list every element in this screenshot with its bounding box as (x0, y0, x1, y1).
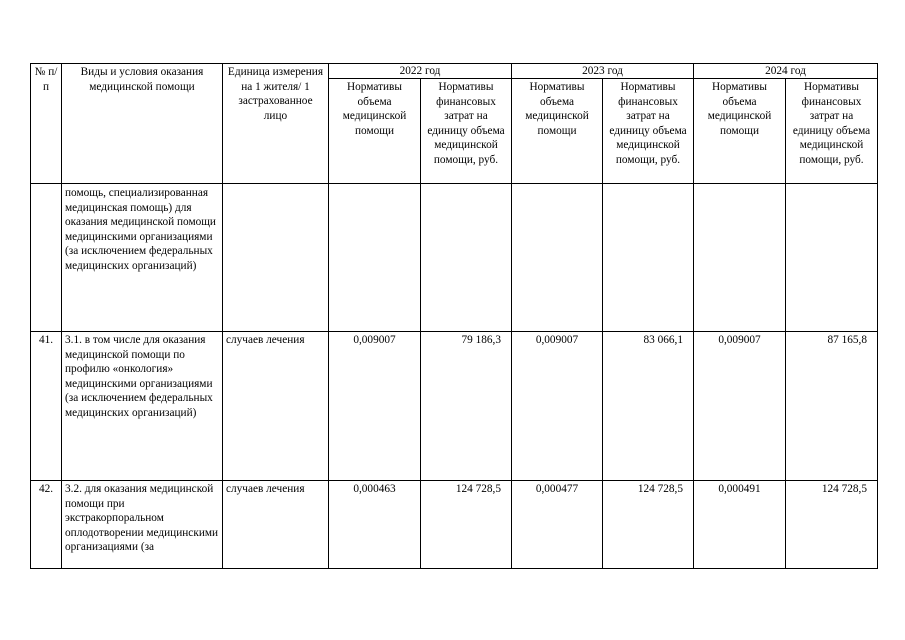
row-volume-2023: 0,009007 (512, 332, 603, 481)
normatives-table (30, 63, 878, 569)
row-volume-2023: 0,000477 (512, 481, 603, 569)
row-cost-2023: 124 728,5 (603, 481, 694, 569)
col-header-number: № п/п (31, 64, 62, 184)
row-unit: случаев лечения (223, 481, 329, 569)
row-cost-2022: 124 728,5 (421, 481, 512, 569)
year-header-2023: 2023 год (512, 64, 694, 79)
row-cost-2023 (603, 184, 694, 332)
row-cost-2022: 79 186,3 (421, 332, 512, 481)
col-header-cost-2023: Нормативы финансовых затрат на единицу объема медицинской помощи, руб. (603, 79, 694, 184)
row-volume-2022: 0,000463 (329, 481, 421, 569)
row-volume-2022: 0,009007 (329, 332, 421, 481)
row-volume-2022 (329, 184, 421, 332)
row-cost-2024: 124 728,5 (786, 481, 878, 569)
row-volume-2024: 0,009007 (694, 332, 786, 481)
header-row-top (31, 64, 878, 79)
row-cost-2023: 83 066,1 (603, 332, 694, 481)
row-cost-2022 (421, 184, 512, 332)
row-cost-2024: 87 165,8 (786, 332, 878, 481)
col-header-volume-2022: Нормативы объема медицинской помощи (329, 79, 421, 184)
col-header-unit: Единица измерения на 1 жителя/ 1 застрахованное лицо (223, 64, 329, 184)
row-number: 41. (31, 332, 62, 481)
table-row (31, 184, 878, 332)
row-number: 42. (31, 481, 62, 569)
row-volume-2023 (512, 184, 603, 332)
col-header-kind: Виды и условия оказания медицинской помощи (62, 64, 223, 184)
row-volume-2024 (694, 184, 786, 332)
col-header-volume-2023: Нормативы объема медицинской помощи (512, 79, 603, 184)
col-header-volume-2024: Нормативы объема медицинской помощи (694, 79, 786, 184)
row-kind: помощь, специализированная медицинская помощь) для оказания медицинской помощи медицинскими организациями (за исключением федеральных медицинских организаций) (62, 184, 223, 332)
table-row (31, 332, 878, 481)
row-unit (223, 184, 329, 332)
table-row (31, 481, 878, 569)
row-volume-2024: 0,000491 (694, 481, 786, 569)
row-kind: 3.2. для оказания медицинской помощи при экстракорпоральном оплодотворении медицинскими организациями (за (62, 481, 223, 569)
row-number (31, 184, 62, 332)
row-cost-2024 (786, 184, 878, 332)
year-header-2024: 2024 год (694, 64, 878, 79)
row-unit: случаев лечения (223, 332, 329, 481)
year-header-2022: 2022 год (329, 64, 512, 79)
normatives-table-page (30, 63, 876, 569)
col-header-cost-2024: Нормативы финансовых затрат на единицу объема медицинской помощи, руб. (786, 79, 878, 184)
row-kind: 3.1. в том числе для оказания медицинской помощи по профилю «онкология» медицинскими организациями (за исключением федеральных медицинских организаций) (62, 332, 223, 481)
col-header-cost-2022: Нормативы финансовых затрат на единицу объема медицинской помощи, руб. (421, 79, 512, 184)
